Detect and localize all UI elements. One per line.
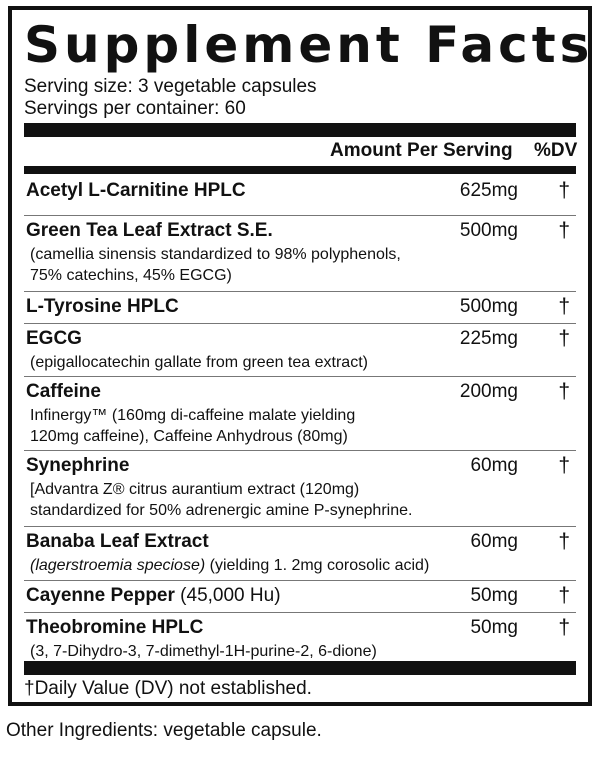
description-line: 120mg caffeine), Caffeine Anhydrous (80mg) (30, 428, 348, 445)
ingredient-description (30, 479, 412, 521)
dv-dagger: † (558, 454, 570, 477)
panel-title: Supplement Facts (24, 16, 594, 74)
ingredient-name-bold: Cayenne Pepper (26, 585, 175, 606)
ingredient-name: Green Tea Leaf Extract S.E. (26, 220, 273, 241)
dv-dagger: † (558, 380, 570, 403)
description-line: (yielding 1. 2mg corosolic acid) (205, 557, 430, 574)
ingredient-name (26, 584, 281, 608)
ingredient-description (30, 405, 355, 447)
supplement-facts-panel (8, 6, 592, 706)
ingredient-name: Acetyl L-Carnitine HPLC (26, 180, 246, 201)
other-ingredients: Other Ingredients: vegetable capsule. (6, 720, 322, 741)
ingredient-description (30, 555, 429, 576)
ingredient-row (24, 176, 576, 216)
divider-under-header (24, 166, 576, 174)
thick-divider-top (24, 123, 576, 137)
ingredient-amount: 50mg (470, 617, 518, 638)
servings-per-container: Servings per container: 60 (24, 98, 246, 119)
ingredient-row (24, 292, 576, 324)
thick-divider-bottom (24, 661, 576, 675)
ingredient-amount: 225mg (459, 328, 518, 349)
dv-header: %DV (534, 140, 578, 161)
ingredient-name: Caffeine (26, 381, 101, 402)
ingredient-row (24, 581, 576, 613)
ingredient-row (24, 216, 576, 292)
dv-dagger: † (558, 616, 570, 639)
ingredient-description (30, 244, 401, 286)
ingredient-row (24, 527, 576, 581)
ingredient-amount: 500mg (459, 296, 518, 317)
dv-dagger: † (558, 327, 570, 350)
description-line: 75% catechins, 45% EGCG) (30, 267, 232, 284)
ingredient-row (24, 324, 576, 377)
ingredient-row (24, 377, 576, 451)
ingredient-row (24, 451, 576, 527)
ingredient-amount: 60mg (470, 531, 518, 552)
latin-name: (lagerstroemia speciose) (30, 557, 206, 574)
description-line: standardized for 50% adrenergic amine P-synephrine. (30, 502, 413, 519)
description-line: (epigallocatechin gallate from green tea extract) (30, 354, 368, 371)
ingredient-description (30, 352, 368, 373)
ingredient-name: Synephrine (26, 455, 130, 476)
description-line: [Advantra Z® citrus aurantium extract (120mg) (30, 481, 360, 498)
ingredient-amount: 60mg (470, 455, 518, 476)
dv-footnote: †Daily Value (DV) not established. (24, 678, 312, 699)
description-line: Infinergy™ (160mg di-caffeine malate yielding (30, 407, 356, 424)
dv-dagger: † (558, 179, 570, 202)
serving-size: Serving size: 3 vegetable capsules (24, 76, 317, 97)
ingredient-row (24, 613, 576, 667)
ingredient-name: L-Tyrosine HPLC (26, 296, 179, 317)
ingredient-amount: 50mg (470, 585, 518, 606)
ingredient-name: Theobromine HPLC (26, 617, 204, 638)
ingredient-list (24, 176, 576, 667)
amount-per-serving-header: Amount Per Serving (330, 140, 513, 161)
ingredient-amount: 625mg (459, 180, 518, 201)
ingredient-name: Banaba Leaf Extract (26, 531, 209, 552)
ingredient-description (30, 641, 377, 662)
dv-dagger: † (558, 584, 570, 607)
dv-dagger: † (558, 219, 570, 242)
ingredient-name-note: (45,000 Hu) (174, 585, 281, 606)
ingredient-amount: 200mg (459, 381, 518, 402)
ingredient-amount: 500mg (459, 220, 518, 241)
dv-dagger: † (558, 295, 570, 318)
ingredient-name: EGCG (26, 328, 82, 349)
dv-dagger: † (558, 530, 570, 553)
description-line: (camellia sinensis standardized to 98% polyphenols, (30, 246, 401, 263)
description-line: (3, 7-Dihydro-3, 7-dimethyl-1H-purine-2, 6-dione) (30, 643, 377, 660)
